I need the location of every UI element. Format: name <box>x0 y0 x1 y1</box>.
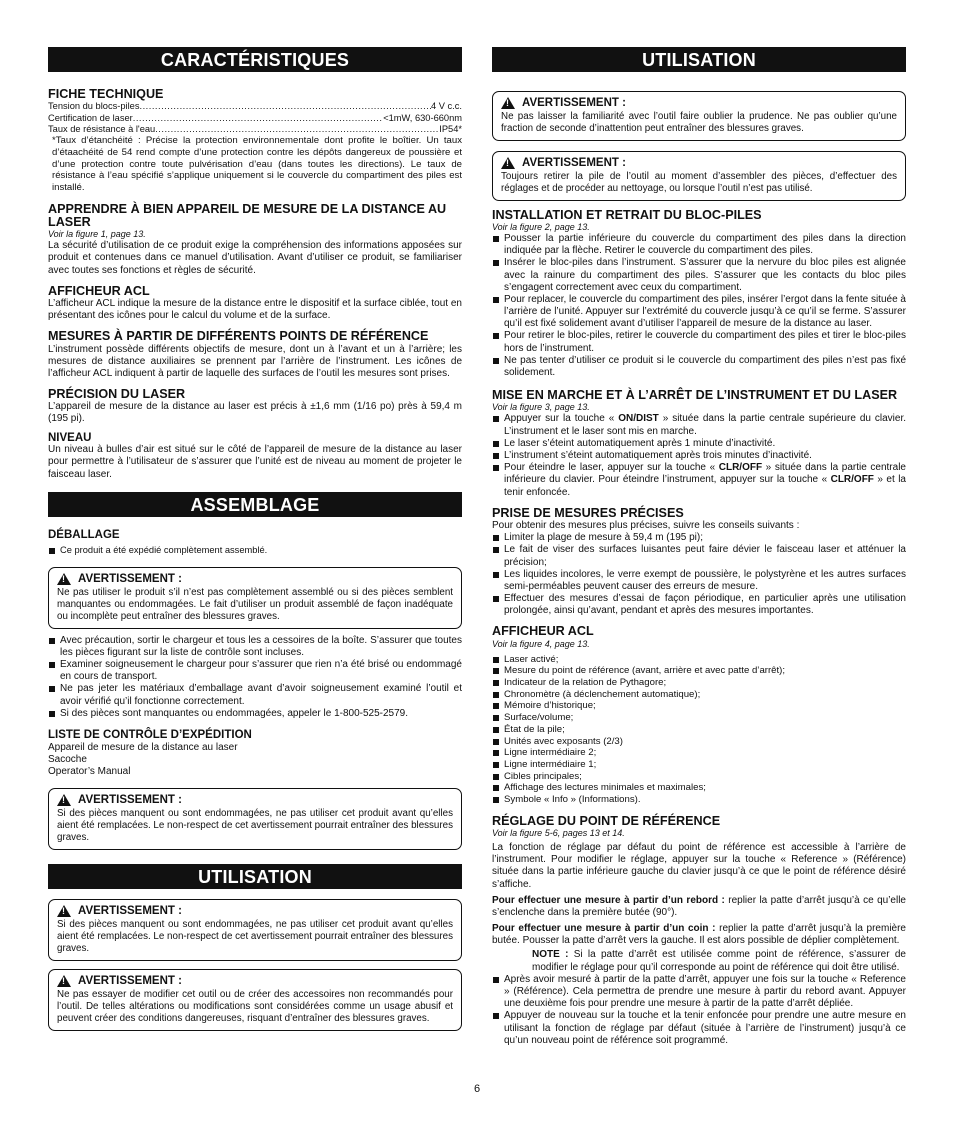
paragraph-rebord: Pour effectuer une mesure à partir d’un rebord : replier la patte d’arrêt jusqu’à ce qu’elle s’enclenche dans la première butée (90°). <box>492 894 906 918</box>
paragraph-apprendre: La sécurité d’utilisation de ce produit exige la compréhension des informations apposées sur produit et contenues dans ce manuel d’utilisation. Avant d’utiliser ce produit, se familiariser avec toutes ses fonctions et règles de sécurité. <box>48 240 462 276</box>
spec-row: Tension du blocs-piles ..... 4 V c.c. <box>48 101 462 112</box>
left-column <box>48 47 462 1031</box>
list-item: Après avoir mesuré à partir de la patte d’arrêt, appuyer une fois sur la touche « Reference » (Référence). Cela permettra de prendre une mesure à partir du rebord avant. Appuyer une deuxième fois pour prendre une mesure à partir de la patte d’arrêt dépliée. <box>492 974 906 1011</box>
list-item: Pour éteindre le laser, appuyer sur la touche « CLR/OFF » située dans la partie centrale inférieure du clavier. Pour éteindre l’instrument, appuyer sur la touche « CLR/OFF » et la tenir enfoncée. <box>492 462 906 499</box>
heading-afficheur-acl: AFFICHEUR ACL <box>492 624 594 639</box>
figure-reference: Voir la figure 3, page 13. <box>492 402 590 413</box>
list-item: Le fait de viser des surfaces luisantes peut faire dévier le faisceau laser et atténuer la précision; <box>492 544 906 568</box>
liste-item: Sacoche <box>48 753 87 765</box>
list-item: Affichage des lectures minimales et maximales; <box>492 782 906 794</box>
list-item: Cibles principales; <box>492 771 906 783</box>
list-item: Symbole « Info » (Informations). <box>492 794 906 806</box>
heading-installation: INSTALLATION ET RETRAIT DU BLOC-PILES <box>492 207 762 222</box>
section-bar-assemblage: ASSEMBLAGE <box>48 492 462 517</box>
list-item: Si des pièces sont manquantes ou endommagées, appeler le 1-800-525-2579. <box>48 708 462 720</box>
list-item: Appuyer sur la touche « ON/DIST » située dans la partie centrale supérieure du clavier. L’instrument et le laser sont mis en marche. <box>492 413 906 437</box>
spec-note: *Taux d’étanchéité : Précise la protection environnementale dont profite le boîtier. Un taux d’étaachéité de 54 rend compte d’une protection contre les dépôts dangereux de poussière et d’une protection contre toute pulvérisation d’eau (dans toutes les directions). Le taux de résistance à l’eau spécifié s’applique uniquement si le couvercle du compartiment des piles est installé. <box>52 135 462 194</box>
heading-afficheur-acl: AFFICHEUR ACL <box>48 283 150 298</box>
heading-fiche-technique: FICHE TECHNIQUE <box>48 87 164 101</box>
list-item: Mémoire d’historique; <box>492 700 906 712</box>
list-item: Ne pas tenter d’utiliser ce produit si le couvercle du compartiment des piles n’est pas fixé solidement. <box>492 355 906 379</box>
list-item: Ligne intermédiaire 1; <box>492 759 906 771</box>
heading-reglage: RÉGLAGE DU POINT DE RÉFÉRENCE <box>492 813 721 828</box>
list-item: Chronomètre (à déclenchement automatique); <box>492 689 906 701</box>
list-item: Unités avec exposants (2/3) <box>492 736 906 748</box>
list-item: L’instrument s’éteint automatiquement après trois minutes d’inactivité. <box>492 450 906 462</box>
paragraph-prise-intro: Pour obtenir des mesures plus précises, suivre les conseils suivants : <box>492 519 800 531</box>
list-item: État de la pile; <box>492 724 906 736</box>
heading-precision: PRÉCISION DU LASER <box>48 387 186 402</box>
warning-label: AVERTISSEMENT : <box>78 572 182 585</box>
list-item: Examiner soigneusement le chargeur pour s’assurer que rien n’a été brisé ou endommagé en cours de transport. <box>48 659 462 683</box>
heading-mesures: MESURES À PARTIR DE DIFFÉRENTS POINTS DE RÉFÉRENCE <box>48 329 429 344</box>
list-item: Pousser la partie inférieure du couvercle du compartiment des piles dans la direction indiquée par la flèche. Retirer le couvercle du compartiment des piles. <box>492 233 906 257</box>
heading-prise-mesures: PRISE DE MESURES PRÉCISES <box>492 505 684 520</box>
section-bar-utilisation: UTILISATION <box>48 864 462 889</box>
warning-icon <box>57 573 71 585</box>
list-item: Ligne intermédiaire 2; <box>492 747 906 759</box>
installation-list <box>492 233 906 379</box>
warning-icon <box>501 97 515 109</box>
list-item: Pour replacer, le couvercle du compartiment des piles, insérer l’ergot dans la fente située à l’arrière de l’unité. Appuyer sur l’extrémité du couvercle jusqu’à ce qu’il se ferme. S’assurer qu’il est fixé solidement avant d’utiliser l’appareil de mesure de la distance au laser. <box>492 294 906 331</box>
figure-reference: Voir la figure 4, page 13. <box>492 638 590 649</box>
warning-box <box>48 788 462 850</box>
list-item: Les liquides incolores, le verre exempt de poussière, le polystyrène et les autres surfaces semi-perméables peuvent causer des erreurs de mesure. <box>492 569 906 593</box>
paragraph-afficheur: L’afficheur ACL indique la mesure de la distance entre le dispositif et la surface ciblée, tout en présentant des icônes pour le calcul du volume et de la surface. <box>48 297 462 322</box>
paragraph-niveau: Un niveau à bulles d’air est situé sur le côté de l’appareil de mesure de la distance au laser pour permettre à l’utilisateur de s’assurer que l’unité est de niveau au moment de projeter le faisceau laser. <box>48 444 462 480</box>
figure-reference: Voir la figure 2, page 13. <box>492 222 590 232</box>
list-item: Ce produit a été expédié complètement assemblé. <box>48 545 462 556</box>
prise-list <box>492 532 906 617</box>
spec-row: Taux de résistance à l'eau ..... IP54* <box>48 124 462 135</box>
figure-reference: Voir la figure 1, page 13. <box>48 229 146 240</box>
list-item: Limiter la plage de mesure à 59,4 m (195 pi); <box>492 532 906 544</box>
warning-label: AVERTISSEMENT : <box>522 156 626 169</box>
right-column <box>492 47 906 1047</box>
heading-deballage: DÉBALLAGE <box>48 528 120 541</box>
warning-text: Ne pas utiliser le produit s’il n’est pas complètement assemblé ou si des pièces semblent manquantes ou endommagées. Le fait d’utiliser un produit assemblé de façon inadéquate ou incomplète peut entraîner des blessures graves. <box>57 586 453 622</box>
paragraph-reglage: La fonction de réglage par défaut du point de référence est accessible à l’arrière de l’instrument. Pour modifier le réglage, appuyer sur la touche « Reference » (Référence) située dans la partie inférieure gauche du clavier jusqu’à ce que le point de référence désiré s’affiche. <box>492 841 906 890</box>
warning-text: Si des pièces manquent ou sont endommagées, ne pas utiliser cet produit avant qu’elles aient été remplacées. Le non-respect de cet avertissement pourrait entraîner des blessures graves. <box>57 808 453 844</box>
list-item: Le laser s’éteint automatiquement après 1 minute d’inactivité. <box>492 438 906 450</box>
list-item: Ne pas jeter les matériaux d’emballage avant d’avoir soigneusement examiné l’outil et avoir vérifié qu’il fonctionne correctement. <box>48 683 462 707</box>
list-item: Indicateur de la relation de Pythagore; <box>492 677 906 689</box>
list-item: Insérer le bloc-piles dans l’instrument. S’assurer que la nervure du bloc piles est alignée avec la rainure du compartiment des piles. S’assurer que les contacts du bloc piles s’engagent correctement avec ceux du compartiment. <box>492 257 906 294</box>
list-item: Mesure du point de référence (avant, arrière et avec patte d’arrêt); <box>492 665 906 677</box>
list-item: Appuyer de nouveau sur la touche et la tenir enfoncée pour prendre une autre mesure en utilisant la fonction de réglage par défaut (située à l’arrière de l’instrument) jusqu’à ce qu’un nouveau point de référence soit programmé. <box>492 1010 906 1047</box>
warning-box <box>48 567 462 629</box>
liste-item: Operator’s Manual <box>48 765 131 777</box>
heading-liste-controle: LISTE DE CONTRÔLE D’EXPÉDITION <box>48 728 252 741</box>
section-bar-utilisation: UTILISATION <box>492 47 906 72</box>
list-item: Effectuer des mesures d’essai de façon périodique, en particulier après une utilisation prolongée, ainsi qu’avant, pendant et après des mesures importantes. <box>492 593 906 617</box>
section-bar-caracteristiques: CARACTÉRISTIQUES <box>48 47 462 72</box>
warning-text: Si des pièces manquent ou sont endommagées, ne pas utiliser cet produit avant qu’elles aient été remplacées. Le non-respect de cet avertissement pourrait entraîner des blessures graves. <box>57 919 453 954</box>
spec-list <box>48 101 462 135</box>
warning-box <box>492 151 906 201</box>
list-item: Laser activé; <box>492 654 906 666</box>
deballage-list <box>48 545 462 556</box>
warning-label: AVERTISSEMENT : <box>522 97 626 109</box>
paragraph-precision: L’appareil de mesure de la distance au laser est précis à ±1,6 mm (1/16 po) près à 59,4 m (195 pi). <box>48 401 462 425</box>
warning-box <box>48 899 462 961</box>
marche-list <box>492 413 906 498</box>
heading-niveau: NIVEAU <box>48 431 92 444</box>
assemblage-list <box>48 635 462 720</box>
paragraph-note: NOTE : Si la patte d’arrêt est utilisée comme point de référence, s’assurer de modifier le réglage pour qu’il corresponde au point de référence qui doit être utilisé. <box>532 949 906 973</box>
warning-icon <box>57 794 71 806</box>
paragraph-coin: Pour effectuer une mesure à partir d’un coin : replier la patte d’arrêt jusqu’à la première butée. Pousser la patte d’arrêt vers la gauche. Il est alors possible de déplier complètement. <box>492 923 906 947</box>
spec-row: Certification de laser ..... <1mW, 630-660nm <box>48 113 462 124</box>
warning-text: Ne pas laisser la familiarité avec l’outil faire oublier la prudence. Ne pas oublier qu’une fraction de seconde d’inattention peut entraîner des blessures graves. <box>501 111 897 134</box>
warning-text: Toujours retirer la pile de l’outil au moment d’assembler des pièces, d’effectuer des réglages et de procéder au nettoyage, ou lorsque l’outil n’est pas utilisé. <box>501 170 897 194</box>
page-number: 6 <box>474 1083 481 1095</box>
afficheur-list <box>492 654 906 806</box>
reglage-list <box>492 974 906 1047</box>
heading-apprendre: APPRENDRE À BIEN APPAREIL DE MESURE DE LA DISTANCE AU LASER <box>48 201 447 229</box>
warning-box <box>492 91 906 141</box>
warning-icon <box>57 975 71 987</box>
paragraph-mesures: L’instrument possède différents objectifs de mesure, dont un à l’avant et un à l’arrière; les mesures de distance auxiliaires se prennent par l’arrière de l’instrument. Les icônes de l’afficheur ACL indiquent à partir de laquelle des surfaces de l’outil les mesures sont prises. <box>48 343 462 379</box>
warning-label: AVERTISSEMENT : <box>78 905 182 917</box>
warning-box <box>48 969 462 1031</box>
list-item: Avec précaution, sortir le chargeur et tous les a cessoires de la boîte. S’assurer que toutes les pièces figurant sur la liste de contrôle sont incluses. <box>48 635 462 659</box>
figure-reference: Voir la figure 5-6, pages 13 et 14. <box>492 827 625 838</box>
warning-label: AVERTISSEMENT : <box>78 794 182 807</box>
warning-icon <box>57 905 71 917</box>
list-item: Pour retirer le bloc-piles, retirer le couvercle du compartiment des piles et tirer le bloc-piles hors de l’instrument. <box>492 330 906 354</box>
list-item: Surface/volume; <box>492 712 906 724</box>
warning-text: Ne pas essayer de modifier cet outil ou de créer des accessoires non recommandés pour l’outil. De telles altérations ou modifications sont considérées comme un usage abusif et peuvent créer des conditions dangereuses, risquant d’entraîner des blessures graves. <box>57 988 453 1024</box>
heading-mise-en-marche: MISE EN MARCHE ET À L’ARRÊT DE L’INSTRUMENT ET DU LASER <box>492 388 898 403</box>
warning-label: AVERTISSEMENT : <box>78 974 182 987</box>
warning-icon <box>501 157 515 169</box>
liste-item: Appareil de mesure de la distance au laser <box>48 741 238 753</box>
